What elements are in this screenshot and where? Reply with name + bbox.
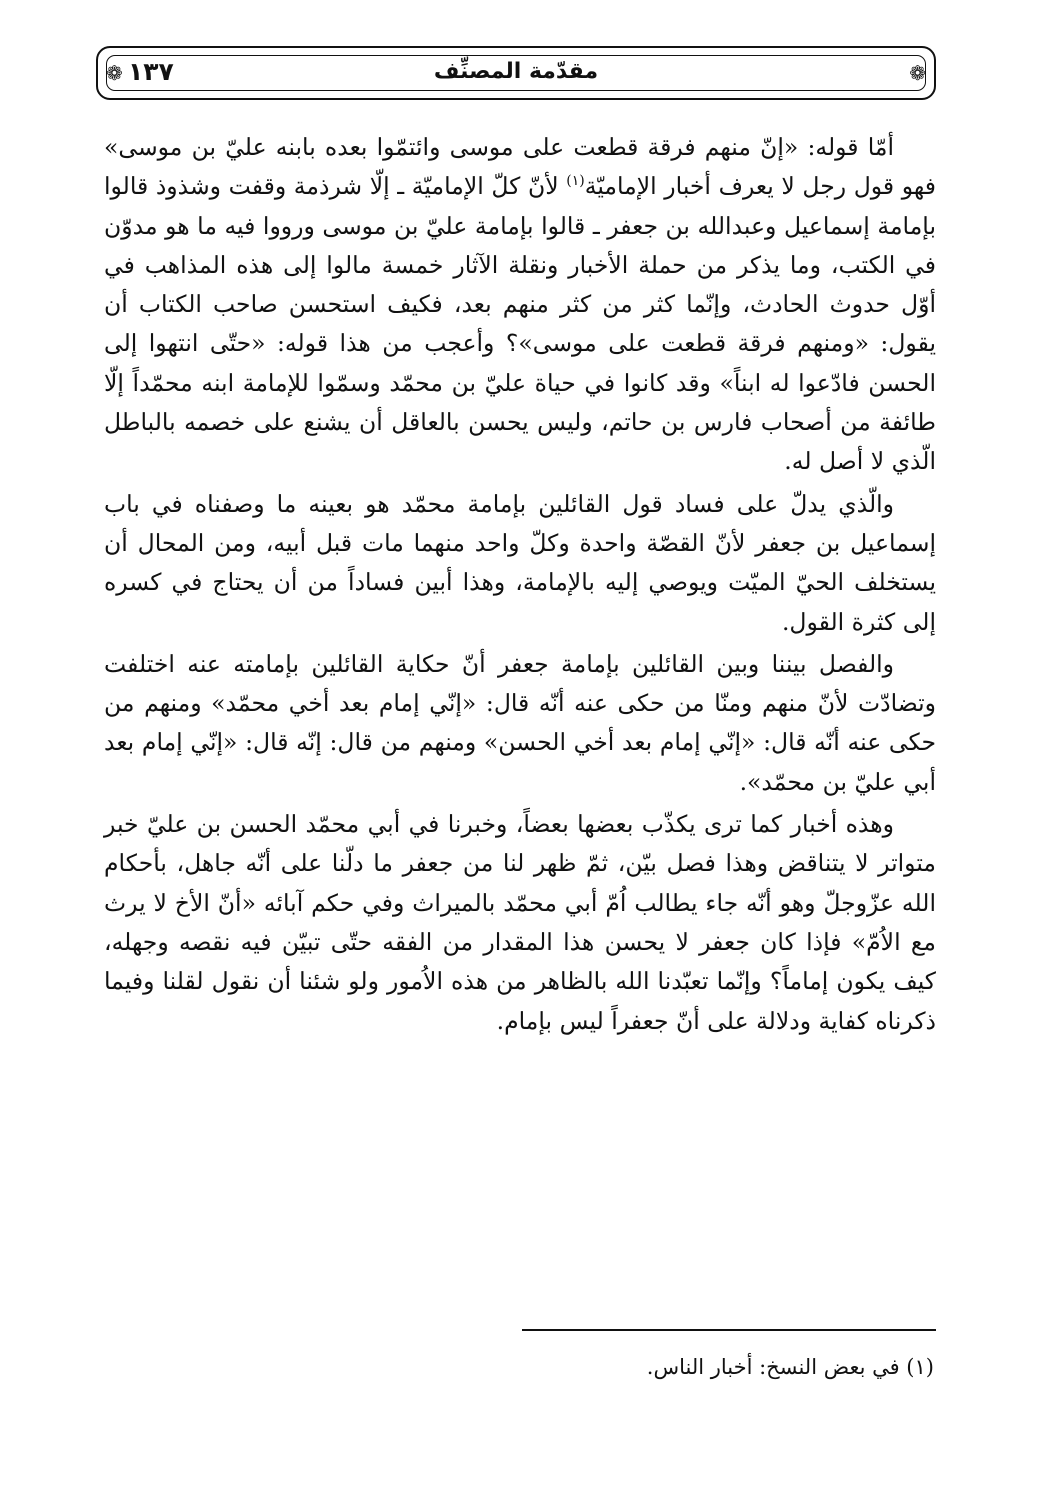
paragraph-2: والّذي يدلّ على فساد قول القائلين بإمامة محمّد هو بعينه ما وصفناه في باب إسماعيل بن جعفر لأنّ القصّة واحدة وكلّ واحد منهما مات قبل أبيه، ومن المحال أن يستخلف الحيّ الميّت ويوصي إليه بالإمامة، وهذا أبين فساداً من أن يحتاج في كسره إلى كثرة القول.	[104, 489, 936, 636]
footnote: (١) في بعض النسخ: أخبار الناس.	[646, 1355, 934, 1379]
page-number: ١٣٧	[128, 57, 174, 86]
footnote-reference[interactable]: (١)	[566, 173, 585, 190]
header-ornament-right: ❁	[909, 61, 926, 85]
paragraph-1	[104, 128, 936, 482]
running-title: مقدّمة المصنِّف	[433, 59, 599, 84]
header-ornament-left: ❁	[106, 61, 123, 85]
paragraph-3: والفصل بيننا وبين القائلين بإمامة جعفر أنّ حكاية القائلين بإمامته عنه اختلفت وتضادّت لأنّ منهم ومنّا من حكى عنه أنّه قال: «إنّي إمام بعد أخي محمّد» ومنهم من حكى عنه أنّه قال: «إنّي إمام بعد أخي الحسن» ومنهم من قال: إنّه قال: «إنّي إمام بعد أبي عليّ بن محمّد».	[104, 649, 936, 796]
running-header	[96, 46, 936, 100]
paragraph-4: وهذه أخبار كما ترى يكذّب بعضها بعضاً، وخبرنا في أبي محمّد الحسن بن عليّ خبر متواتر لا يتناقض وهذا فصل بيّن، ثمّ ظهر لنا من جعفر ما دلّنا على أنّه جاهل، بأحكام الله عزّوجلّ وهو أنّه جاء يطالب اُمّ أبي محمّد بالميراث وفي حكم آبائه «أنّ الأخ لا يرث مع الاُمّ» فإذا كان جعفر لا يحسن هذا المقدار من الفقه حتّى تبيّن فيه نقصه وجهله، كيف يكون إماماً؟ وإنّما تعبّدنا الله بالظاهر من هذه الاُمور ولو شئنا أن نقول لقلنا وفيما ذكرناه كفاية ودلالة على أنّ جعفراً ليس بإمام.	[104, 810, 936, 1035]
paragraph-1-part-a: أمّا قوله: «إنّ منهم فرقة قطعت على موسى وائتمّوا بعده بابنه عليّ بن موسى» فهو قول رجل لا يعرف أخبار الإماميّة	[104, 133, 936, 201]
paragraph-1-part-b: لأنّ كلّ الإماميّة ـ إلّا شرذمة وقفت وشذوذ قالوا بإمامة إسماعيل وعبدالله بن جعفر ـ قالوا بإمامة عليّ بن موسى ورووا فيه ما هو مدوّن في الكتب، وما يذكر من حملة الأخبار ونقلة الآثار خمسة مالوا إلى هذه المذاهب في أوّل حدوث الحادث، وإنّما كثر من كثر منهم بعد، فكيف استحسن صاحب الكتاب أن يقول: «ومنهم فرقة قطعت على موسى»؟ وأعجب من هذا قوله: «حتّى انتهوا إلى الحسن فادّعوا له ابناً» وقد كانوا في حياة عليّ بن محمّد وسمّوا للإمامة ابنه محمّداً إلّا طائفة من أصحاب فارس بن حاتم، وليس يحسن بالعاقل أن يشنع على خصمه بالباطل الّذي لا أصل له.	[104, 172, 936, 476]
footnote-separator	[522, 1329, 936, 1331]
body-text	[104, 128, 936, 1044]
